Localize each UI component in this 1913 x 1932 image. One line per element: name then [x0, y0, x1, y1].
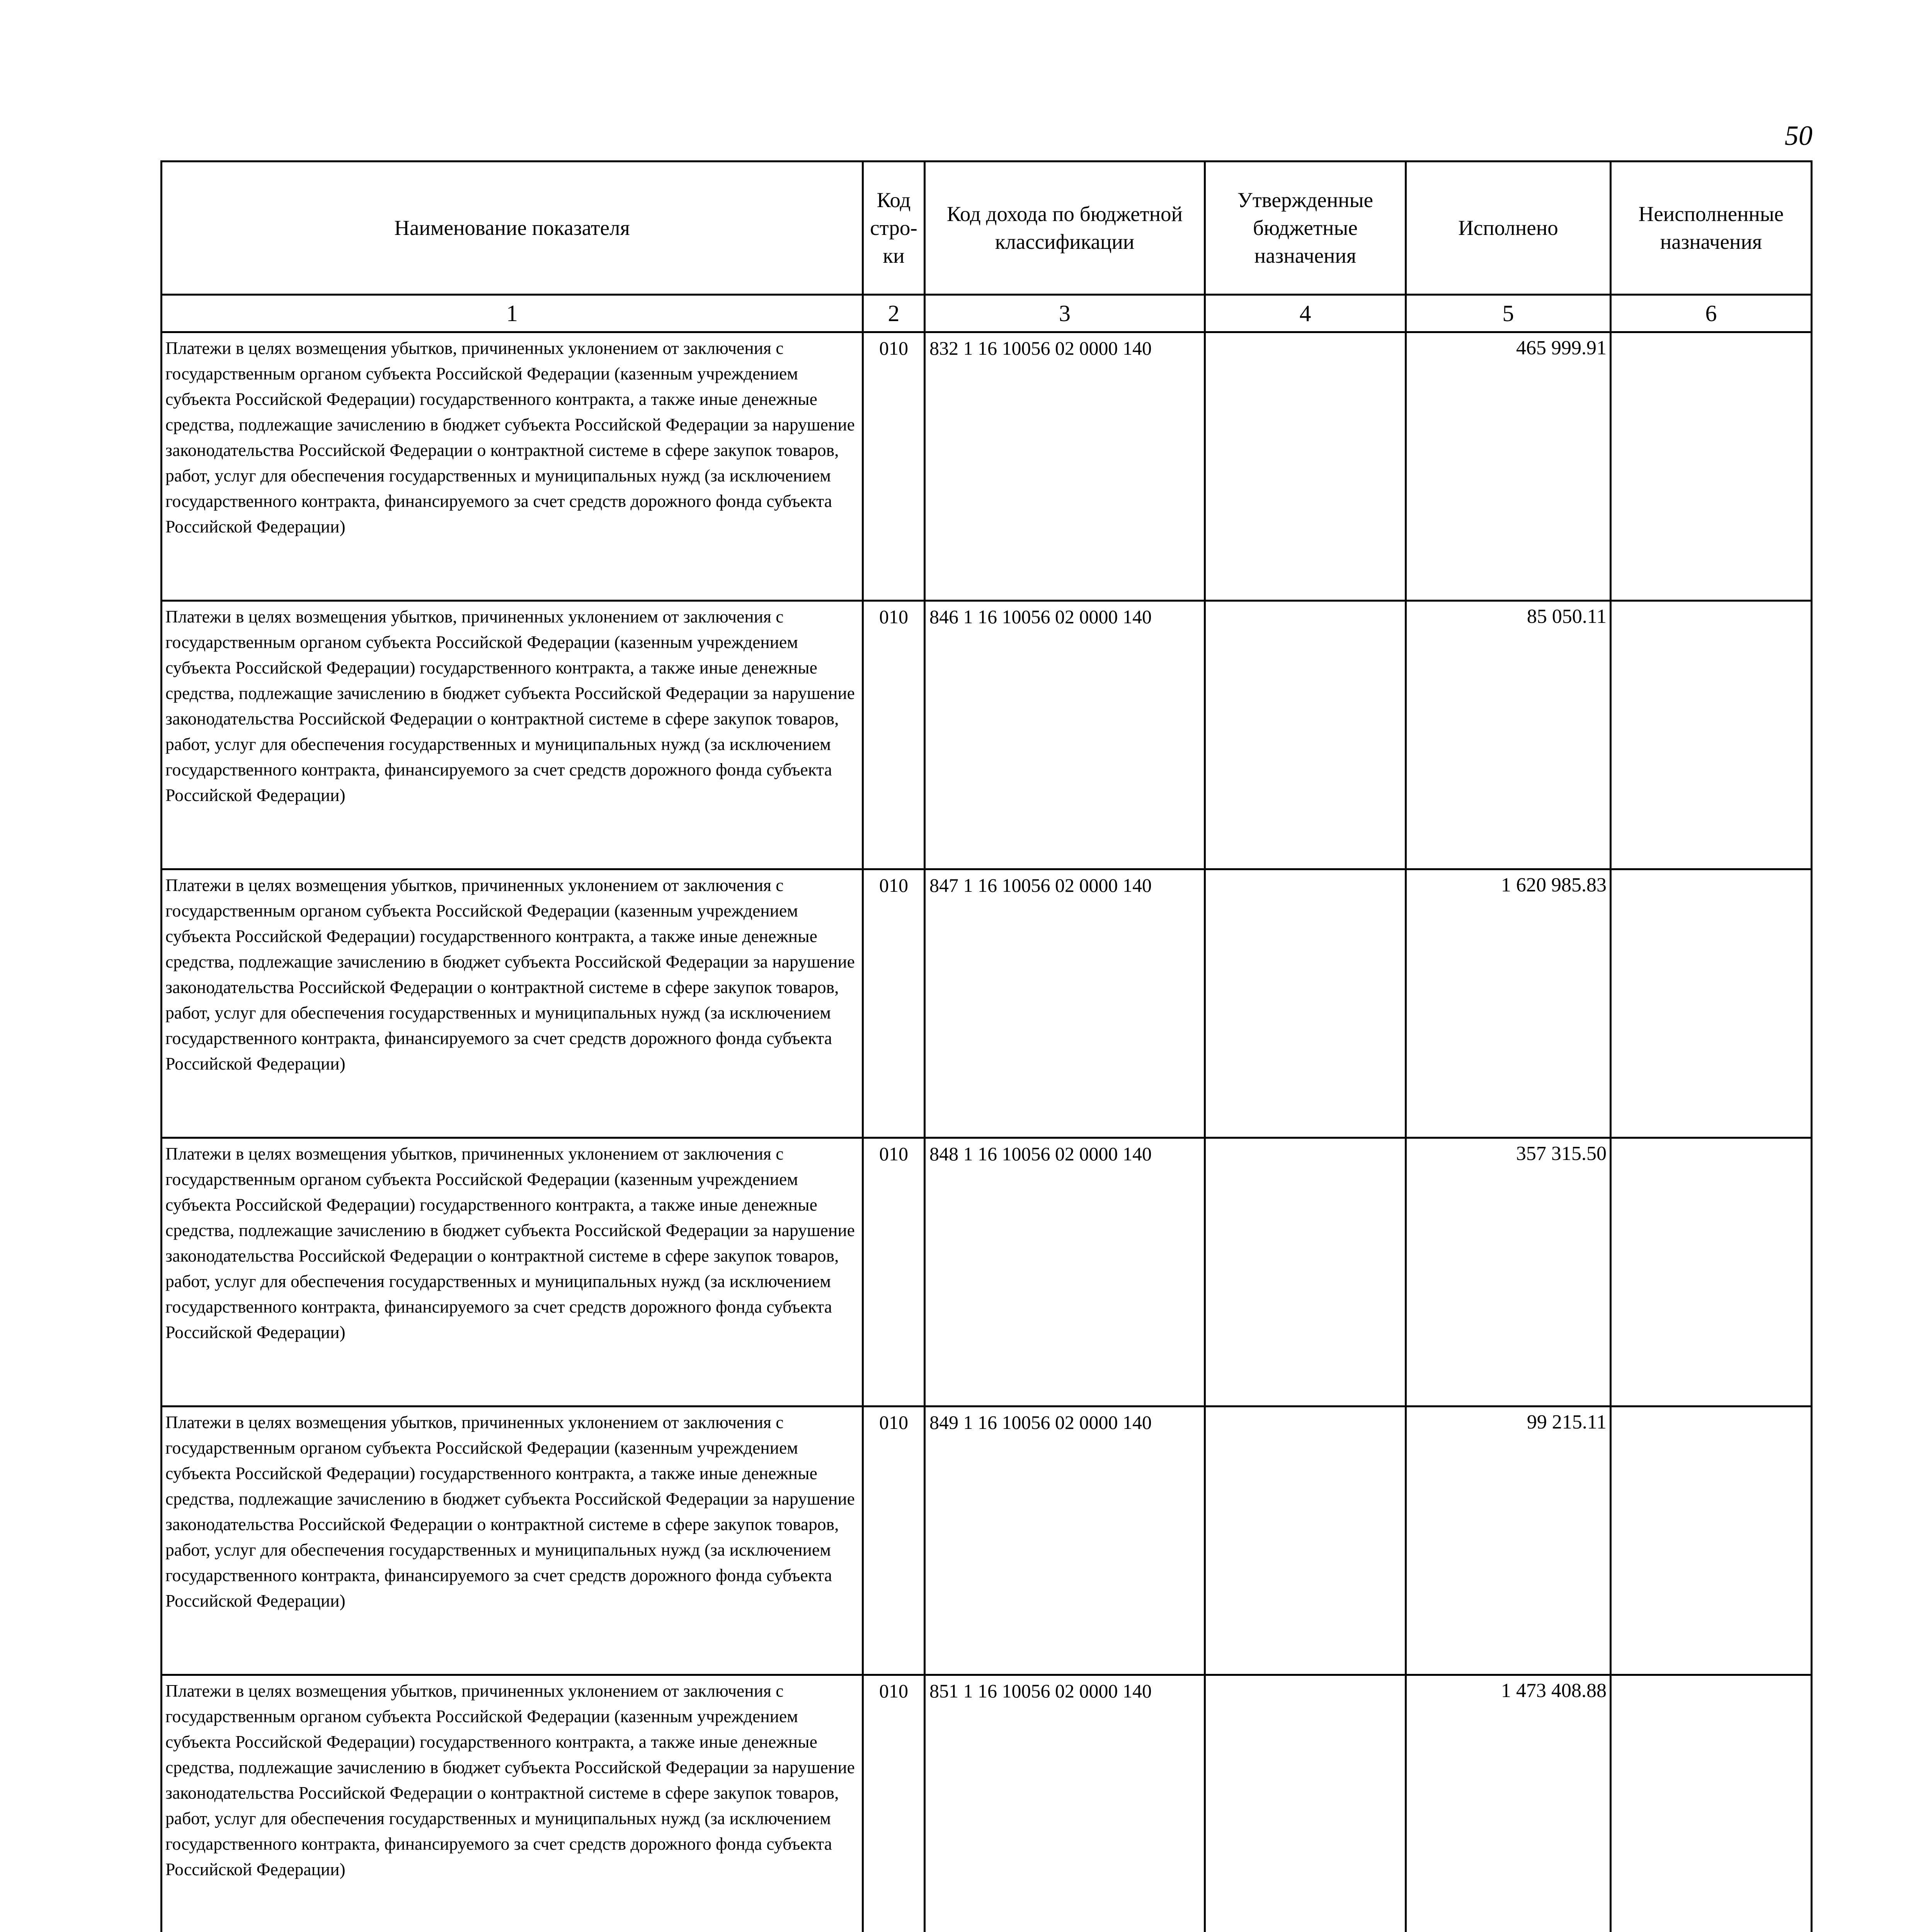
table-row [162, 1675, 1812, 1932]
row-kbk-cell: 848 1 16 10056 02 0000 140 [925, 1138, 1205, 1406]
column-number: 5 [1406, 295, 1611, 332]
column-numbers-row [162, 295, 1812, 332]
row-kbk-cell: 846 1 16 10056 02 0000 140 [925, 601, 1205, 869]
table-row [162, 869, 1812, 1138]
column-number: 6 [1611, 295, 1812, 332]
row-approved-cell [1205, 1406, 1406, 1675]
row-name-cell: Платежи в целях возмещения убытков, причиненных уклонением от заключения с государственным органом субъекта Российской Федерации (казенным учреждением субъекта Российской Федерации) государственного контракта, а также иные денежные средства, подлежащие зачислению в бюджет субъекта Российской Федерации за нарушение законодательства Российской Федерации о контрактной системе в сфере закупок товаров, работ, услуг для обеспечения государственных и муниципальных нужд (за исключением государственного контракта, финансируемого за счет средств дорожного фонда субъекта Российской Федерации) [162, 1675, 863, 1932]
row-code-cell: 010 [863, 332, 925, 601]
row-name-cell: Платежи в целях возмещения убытков, причиненных уклонением от заключения с государственным органом субъекта Российской Федерации (казенным учреждением субъекта Российской Федерации) государственного контракта, а также иные денежные средства, подлежащие зачислению в бюджет субъекта Российской Федерации за нарушение законодательства Российской Федерации о контрактной системе в сфере закупок товаров, работ, услуг для обеспечения государственных и муниципальных нужд (за исключением государственного контракта, финансируемого за счет средств дорожного фонда субъекта Российской Федерации) [162, 869, 863, 1138]
row-unexecuted-cell [1611, 1675, 1812, 1932]
row-executed-cell: 99 215.11 [1406, 1406, 1611, 1675]
table-row [162, 332, 1812, 601]
revenue-table [160, 160, 1813, 1932]
row-kbk-cell: 832 1 16 10056 02 0000 140 [925, 332, 1205, 601]
row-unexecuted-cell [1611, 1406, 1812, 1675]
row-code-cell: 010 [863, 1675, 925, 1932]
row-name-cell: Платежи в целях возмещения убытков, причиненных уклонением от заключения с государственным органом субъекта Российской Федерации (казенным учреждением субъекта Российской Федерации) государственного контракта, а также иные денежные средства, подлежащие зачислению в бюджет субъекта Российской Федерации за нарушение законодательства Российской Федерации о контрактной системе в сфере закупок товаров, работ, услуг для обеспечения государственных и муниципальных нужд (за исключением государственного контракта, финансируемого за счет средств дорожного фонда субъекта Российской Федерации) [162, 601, 863, 869]
column-number: 4 [1205, 295, 1406, 332]
row-approved-cell [1205, 332, 1406, 601]
row-code-cell: 010 [863, 601, 925, 869]
table-row [162, 601, 1812, 869]
header-approved: Утвержденные бюджетные назначения [1205, 162, 1406, 295]
table-row [162, 1406, 1812, 1675]
header-code: Код стро- ки [863, 162, 925, 295]
row-code-cell: 010 [863, 869, 925, 1138]
row-name-cell: Платежи в целях возмещения убытков, причиненных уклонением от заключения с государственным органом субъекта Российской Федерации (казенным учреждением субъекта Российской Федерации) государственного контракта, а также иные денежные средства, подлежащие зачислению в бюджет субъекта Российской Федерации за нарушение законодательства Российской Федерации о контрактной системе в сфере закупок товаров, работ, услуг для обеспечения государственных и муниципальных нужд (за исключением государственного контракта, финансируемого за счет средств дорожного фонда субъекта Российской Федерации) [162, 332, 863, 601]
row-name-cell: Платежи в целях возмещения убытков, причиненных уклонением от заключения с государственным органом субъекта Российской Федерации (казенным учреждением субъекта Российской Федерации) государственного контракта, а также иные денежные средства, подлежащие зачислению в бюджет субъекта Российской Федерации за нарушение законодательства Российской Федерации о контрактной системе в сфере закупок товаров, работ, услуг для обеспечения государственных и муниципальных нужд (за исключением государственного контракта, финансируемого за счет средств дорожного фонда субъекта Российской Федерации) [162, 1138, 863, 1406]
row-executed-cell: 357 315.50 [1406, 1138, 1611, 1406]
row-unexecuted-cell [1611, 869, 1812, 1138]
row-executed-cell: 1 620 985.83 [1406, 869, 1611, 1138]
row-code-cell: 010 [863, 1406, 925, 1675]
header-executed: Исполнено [1406, 162, 1611, 295]
table-row [162, 1138, 1812, 1406]
row-code-cell: 010 [863, 1138, 925, 1406]
row-approved-cell [1205, 601, 1406, 869]
header-unexecuted: Неисполненные назначения [1611, 162, 1812, 295]
header-kbk: Код дохода по бюджетной классификации [925, 162, 1205, 295]
page-number: 50 [1785, 120, 1813, 151]
column-number: 1 [162, 295, 863, 332]
row-unexecuted-cell [1611, 1138, 1812, 1406]
row-executed-cell: 1 473 408.88 [1406, 1675, 1611, 1932]
row-kbk-cell: 849 1 16 10056 02 0000 140 [925, 1406, 1205, 1675]
row-name-cell: Платежи в целях возмещения убытков, причиненных уклонением от заключения с государственным органом субъекта Российской Федерации (казенным учреждением субъекта Российской Федерации) государственного контракта, а также иные денежные средства, подлежащие зачислению в бюджет субъекта Российской Федерации за нарушение законодательства Российской Федерации о контрактной системе в сфере закупок товаров, работ, услуг для обеспечения государственных и муниципальных нужд (за исключением государственного контракта, финансируемого за счет средств дорожного фонда субъекта Российской Федерации) [162, 1406, 863, 1675]
row-approved-cell [1205, 1675, 1406, 1932]
row-kbk-cell: 847 1 16 10056 02 0000 140 [925, 869, 1205, 1138]
row-unexecuted-cell [1611, 332, 1812, 601]
column-number: 3 [925, 295, 1205, 332]
row-executed-cell: 465 999.91 [1406, 332, 1611, 601]
header-name: Наименование показателя [162, 162, 863, 295]
row-approved-cell [1205, 1138, 1406, 1406]
row-kbk-cell: 851 1 16 10056 02 0000 140 [925, 1675, 1205, 1932]
table-header-row [162, 162, 1812, 295]
column-number: 2 [863, 295, 925, 332]
row-executed-cell: 85 050.11 [1406, 601, 1611, 869]
row-unexecuted-cell [1611, 601, 1812, 869]
row-approved-cell [1205, 869, 1406, 1138]
